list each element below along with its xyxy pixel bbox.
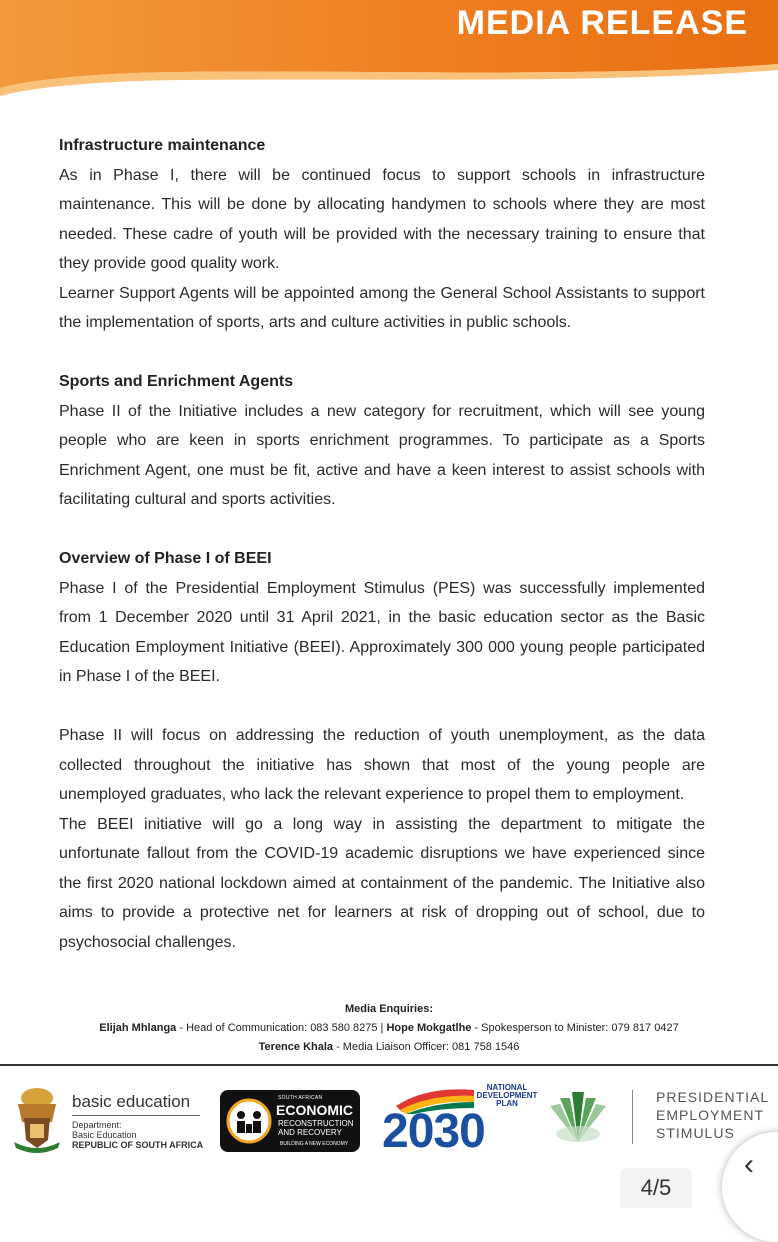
document-body — [59, 131, 705, 957]
economic-line2: AND RECOVERY — [278, 1128, 342, 1137]
media-enquiries — [0, 1000, 778, 1057]
people-circle-icon — [226, 1098, 272, 1144]
pes-line1: PRESIDENTIAL — [656, 1089, 770, 1105]
media-release-title: MEDIA RELEASE — [456, 4, 748, 42]
contact-details: - Media Liaison Officer: 081 758 1546 — [333, 1041, 520, 1053]
department-name: Basic Education — [72, 1130, 137, 1140]
contact-name: Terence Khala — [258, 1041, 334, 1053]
paragraph: Phase I of the Presidential Employment Stimulus (PES) was successfully implemented from 1 December 2020 until 31 April 2021, in the basic education sector as the Basic Education Employment Initiative (BEEI). Approximately 300 000 young people participated in Phase I of the BEEI. — [59, 579, 705, 685]
page-indicator: 4/5 — [620, 1168, 692, 1208]
contact-details: - Head of Communication: 083 580 8275 | — [176, 1022, 387, 1034]
paragraph: Learner Support Agents will be appointed among the General School Assistants to support the implementation of sports, arts and culture activities in public schools. — [59, 284, 705, 331]
department-label: Department: — [72, 1120, 122, 1130]
chevron-left-icon: ‹ — [744, 1148, 754, 1181]
paragraph: Phase II will focus on addressing the reduction of youth unemployment, as the data collected throughout the initiative has shown that most of the young people are unemployed graduates, who lack the relevant experience to propel them to employment. — [59, 727, 705, 803]
footer-divider — [0, 1064, 778, 1066]
country-name: REPUBLIC OF SOUTH AFRICA — [72, 1140, 204, 1150]
header-banner — [0, 0, 778, 110]
paragraph: The BEEI initiative will go a long way in assisting the department to mitigate the unfortunate fallout from the COVID-19 academic disruptions we have experienced since the first 2020 national lockdown aimed at containment of the pandemic. The Initiative also aims to provide a protective net for learners at risk of dropping out of school, due to psychosocial challenges. — [59, 815, 705, 951]
section-title-overview: Overview of Phase I of BEEI — [59, 550, 272, 567]
contact-name: Elijah Mhlanga — [99, 1022, 177, 1034]
ndp-year: 2030 — [382, 1105, 485, 1158]
contact-name: Hope Mokgatlhe — [386, 1022, 472, 1034]
economic-small-text: SOUTH AFRICAN — [278, 1095, 323, 1101]
protea-flower-icon — [540, 1084, 616, 1144]
pes-line2: EMPLOYMENT — [656, 1107, 765, 1123]
coat-of-arms-icon — [8, 1082, 66, 1154]
paragraph: Phase II of the Initiative includes a new category for recruitment, which will see young people who are keen in sports enrichment programmes. To participate as a Sports Enrichment Agent, one must be fit, active and have a keen interest to assist schools with facilitating cultural and sports activities. — [59, 402, 705, 508]
economic-line1: RECONSTRUCTION — [278, 1119, 354, 1128]
pes-line3: STIMULUS — [656, 1125, 735, 1141]
previous-page-button[interactable] — [722, 1132, 778, 1242]
pes-logo — [656, 1088, 769, 1142]
contact-details: - Spokesperson to Minister: 079 817 0427 — [471, 1022, 679, 1034]
basic-education-title: basic education — [72, 1092, 200, 1116]
economic-tagline: BUILDING A NEW ECONOMY — [280, 1141, 349, 1147]
ndp-line1: NATIONAL — [486, 1083, 528, 1092]
section-title-infrastructure: Infrastructure maintenance — [59, 137, 266, 154]
ndp-line3: PLAN — [496, 1099, 518, 1108]
section-title-sports: Sports and Enrichment Agents — [59, 373, 294, 390]
economic-title: ECONOMIC — [276, 1102, 353, 1118]
ndp-line2: DEVELOPMENT — [476, 1091, 538, 1100]
economic-recovery-logo — [220, 1090, 360, 1152]
logo-divider — [632, 1090, 633, 1144]
paragraph: As in Phase I, there will be continued focus to support schools in infrastructure maintenance. This will be done by allocating handymen to schools where they are most needed. These cadre of youth will be provided with the necessary training to ensure that they provide good quality work. — [59, 166, 705, 272]
basic-education-logo — [72, 1092, 203, 1150]
enquiries-heading: Media Enquiries: — [344, 1003, 434, 1015]
